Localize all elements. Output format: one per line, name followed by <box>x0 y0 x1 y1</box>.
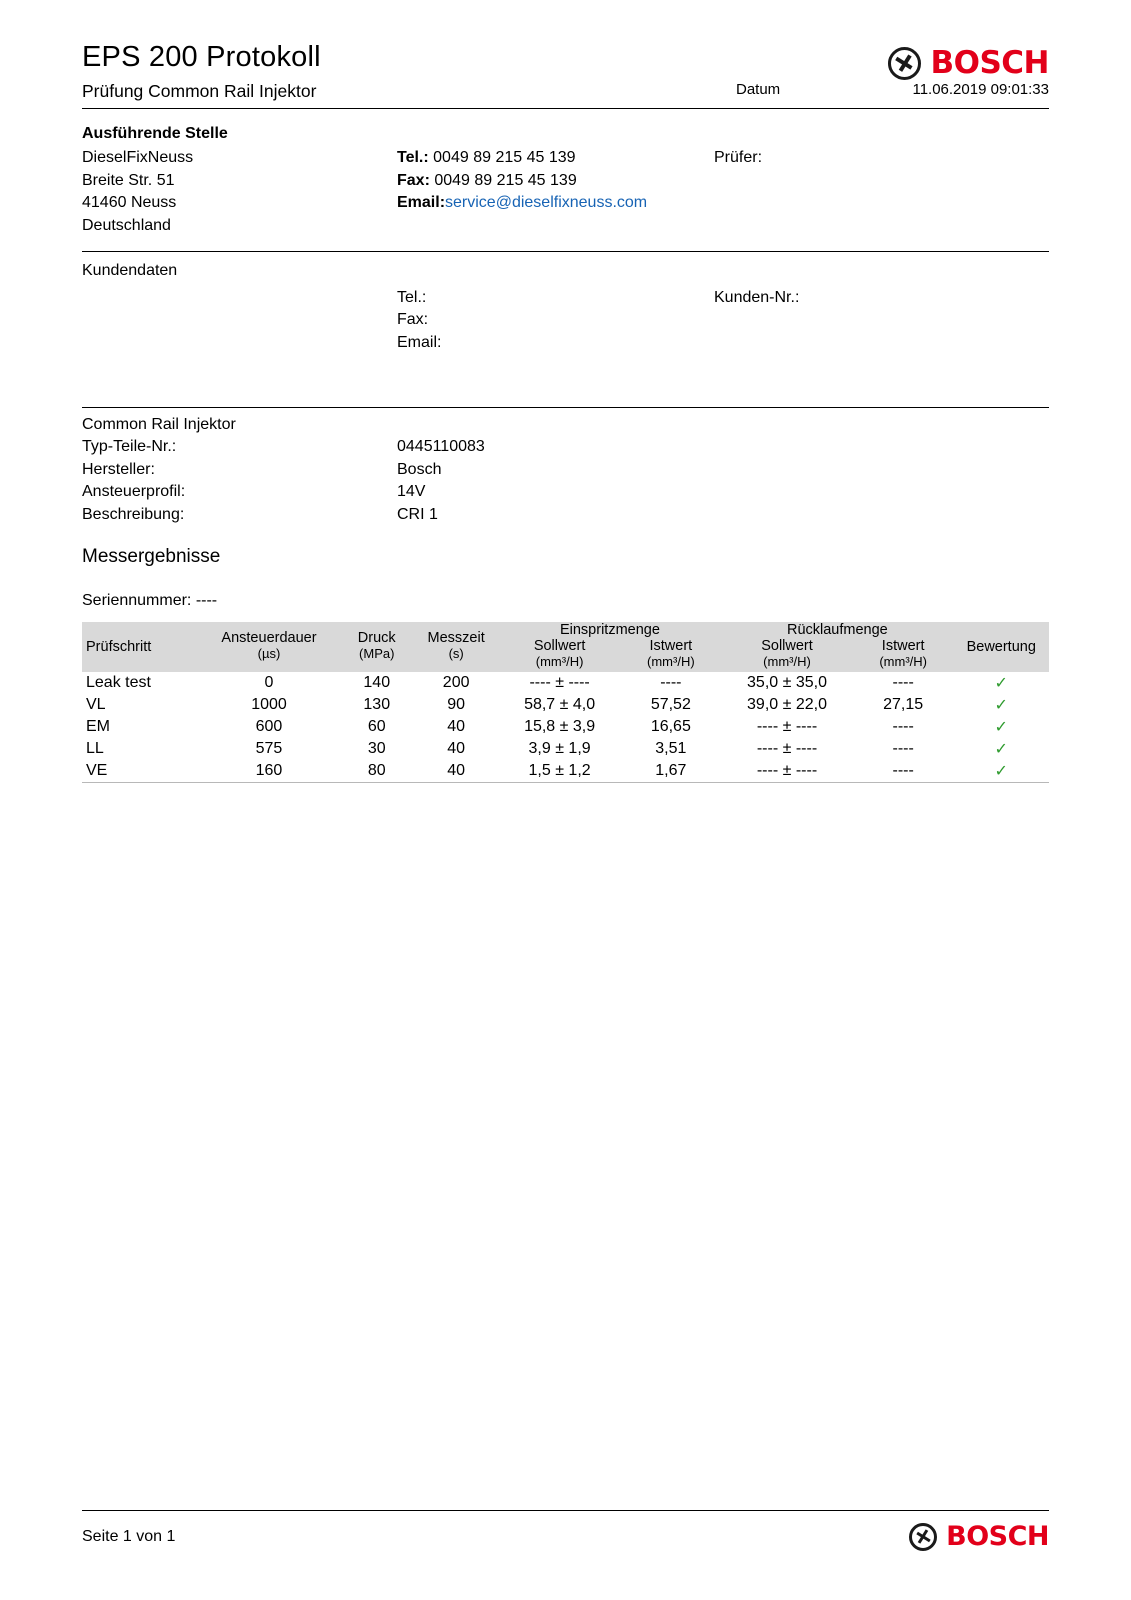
injector-row-description <box>82 504 1049 527</box>
row-time: 200 <box>442 674 470 692</box>
document-subtitle: Prüfung Common Rail Injektor <box>82 80 317 101</box>
row-ret-actual: 27,15 <box>883 696 924 714</box>
row-inj-nominal: ---- ± ---- <box>529 674 590 692</box>
site-country: Deutschland <box>82 216 171 234</box>
row-duration: 0 <box>264 674 274 692</box>
col-messzeit-unit: (s) <box>448 646 464 662</box>
customer-tel-label: Tel.: <box>397 288 427 306</box>
col-einspritz-sollwert <box>499 638 621 672</box>
results-heading: Messergebnisse <box>82 546 221 568</box>
col-group-einspritzmenge: Einspritzmenge <box>499 622 721 638</box>
row-ret-actual: ---- <box>892 740 914 758</box>
results-table <box>82 622 1049 782</box>
col-ruecklauf-istwert-label: Istwert <box>881 638 925 655</box>
row-step: EM <box>86 718 110 736</box>
table-row <box>82 716 1049 738</box>
row-duration: 575 <box>255 740 283 758</box>
col-ruecklauf-istwert <box>853 638 954 672</box>
customer-section <box>82 252 1049 408</box>
col-einspritz-sollwert-label: Sollwert <box>533 638 586 655</box>
page-title: EPS 200 Protokoll <box>82 41 321 73</box>
col-messzeit <box>414 622 499 672</box>
injector-profile-label: Ansteuerprofil: <box>82 483 186 501</box>
col-bewertung: Bewertung <box>954 622 1050 672</box>
row-ret-actual: ---- <box>892 674 914 692</box>
row-ret-actual: ---- <box>892 762 914 780</box>
row-time: 40 <box>447 740 466 758</box>
row-time: 40 <box>447 718 466 736</box>
customer-contact <box>397 287 441 355</box>
tester-block <box>714 147 762 170</box>
col-einspritz-istwert-label: Istwert <box>649 638 693 655</box>
customer-tel-row <box>397 287 441 310</box>
row-pressure: 30 <box>367 740 386 758</box>
bosch-logo-footer <box>909 1521 1049 1552</box>
col-druck <box>340 622 414 672</box>
table-row <box>82 672 1049 694</box>
bosch-wordmark: BOSCH <box>930 45 1049 81</box>
bosch-emblem-icon <box>888 47 921 80</box>
row-rating-check-icon: ✓ <box>994 673 1008 693</box>
site-fax-value: 0049 89 215 45 139 <box>434 171 577 189</box>
row-pressure: 80 <box>367 762 386 780</box>
row-step: Leak test <box>86 674 151 692</box>
customer-heading: Kundendaten <box>82 262 178 280</box>
row-inj-nominal: 3,9 ± 1,9 <box>528 740 591 758</box>
site-city: 41460 Neuss <box>82 194 177 212</box>
tester-label: Prüfer: <box>714 149 763 167</box>
col-ruecklauf-sollwert-label: Sollwert <box>761 638 813 655</box>
row-rating-check-icon: ✓ <box>994 761 1008 781</box>
row-inj-actual: 3,51 <box>655 740 687 758</box>
customer-number-label: Kunden-Nr.: <box>714 288 800 306</box>
injector-manufacturer-label: Hersteller: <box>82 460 155 478</box>
results-table-header <box>82 622 1049 672</box>
row-ret-nominal: ---- ± ---- <box>756 740 818 758</box>
row-step: VL <box>86 696 106 714</box>
injector-heading-row <box>82 414 1049 437</box>
site-tel-row <box>397 147 647 170</box>
site-name: DieselFixNeuss <box>82 149 194 167</box>
row-duration: 160 <box>255 762 283 780</box>
row-pressure: 140 <box>363 674 391 692</box>
site-street: Breite Str. 51 <box>82 171 175 189</box>
injector-description-value: CRI 1 <box>397 505 438 523</box>
bosch-wordmark-footer: BOSCH <box>946 1521 1049 1552</box>
customer-email-label: Email: <box>397 333 442 351</box>
document-footer <box>82 1510 1049 1552</box>
serial-number: Seriennummer: ---- <box>82 592 218 610</box>
col-druck-unit: (MPa) <box>359 646 395 662</box>
injector-type-value: 0445110083 <box>397 438 485 456</box>
results-table-body <box>82 672 1049 782</box>
col-pruefschritt: Prüfschritt <box>82 622 198 672</box>
row-ret-nominal: 35,0 ± 35,0 <box>747 674 827 692</box>
date-label: Datum <box>736 80 781 98</box>
row-ret-nominal: 39,0 ± 22,0 <box>747 696 827 714</box>
col-einspritz-istwert <box>621 638 722 672</box>
executing-site-heading: Ausführende Stelle <box>82 124 228 142</box>
col-ruecklauf-istwert-unit: (mm³/H) <box>879 654 927 670</box>
executing-site-section <box>82 109 1049 253</box>
row-step: VE <box>86 762 108 780</box>
site-tel-value: 0049 89 215 45 139 <box>433 149 576 167</box>
customer-email-row <box>397 332 441 355</box>
row-inj-actual: ---- <box>660 674 682 692</box>
row-inj-nominal: 15,8 ± 3,9 <box>524 718 596 736</box>
row-pressure: 130 <box>363 696 391 714</box>
table-row <box>82 760 1049 782</box>
site-email-row <box>397 192 647 215</box>
document-header <box>82 0 1049 109</box>
row-inj-nominal: 58,7 ± 4,0 <box>524 696 596 714</box>
injector-manufacturer-value: Bosch <box>397 460 442 478</box>
row-rating-check-icon: ✓ <box>994 717 1008 737</box>
col-ansteuerdauer <box>198 622 340 672</box>
col-ruecklauf-sollwert-unit: (mm³/H) <box>763 654 811 670</box>
subtitle-row <box>82 81 1049 108</box>
results-header-row-1 <box>82 622 1049 638</box>
injector-description-label: Beschreibung: <box>82 505 185 523</box>
site-fax-label: Fax: <box>397 171 430 189</box>
bosch-emblem-icon <box>909 1523 937 1551</box>
col-group-ruecklaufmenge: Rücklaufmenge <box>721 622 953 638</box>
row-time: 40 <box>447 762 466 780</box>
row-step: LL <box>86 740 104 758</box>
row-rating-check-icon: ✓ <box>994 695 1008 715</box>
injector-type-label: Typ-Teile-Nr.: <box>82 438 177 456</box>
site-tel-label: Tel.: <box>397 149 429 167</box>
col-ansteuerdauer-label: Ansteuerdauer <box>221 630 317 647</box>
site-email-label: Email: <box>397 194 446 212</box>
row-duration: 1000 <box>251 696 287 714</box>
customer-fax-row <box>397 309 441 332</box>
injector-section <box>82 408 1049 527</box>
col-einspritz-sollwert-unit: (mm³/H) <box>535 654 584 670</box>
row-duration: 600 <box>255 718 283 736</box>
col-einspritz-istwert-unit: (mm³/H) <box>647 654 695 670</box>
date-value: 11.06.2019 09:01:33 <box>912 80 1049 98</box>
injector-row-type <box>82 436 1049 459</box>
col-druck-label: Druck <box>357 630 396 647</box>
row-rating-check-icon: ✓ <box>994 739 1008 759</box>
row-time: 90 <box>447 696 466 714</box>
bosch-logo-header <box>888 45 1049 81</box>
col-ruecklauf-sollwert <box>721 638 853 672</box>
col-messzeit-label: Messzeit <box>427 630 485 647</box>
row-pressure: 60 <box>367 718 386 736</box>
injector-heading: Common Rail Injektor <box>82 415 236 433</box>
table-row <box>82 738 1049 760</box>
executing-site-contact <box>397 147 647 215</box>
page-number: Seite 1 von 1 <box>82 1527 176 1545</box>
injector-row-manufacturer <box>82 459 1049 482</box>
results-table-bottom-rule <box>82 782 1049 783</box>
site-email-link[interactable]: service@dieselfixneuss.com <box>445 194 648 212</box>
table-row <box>82 694 1049 716</box>
row-inj-actual: 57,52 <box>650 696 691 714</box>
customer-fax-label: Fax: <box>397 311 429 329</box>
row-ret-nominal: ---- ± ---- <box>756 762 818 780</box>
injector-row-profile <box>82 481 1049 504</box>
customer-number-block <box>714 287 799 310</box>
row-inj-actual: 1,67 <box>655 762 687 780</box>
injector-profile-value: 14V <box>397 483 426 501</box>
row-ret-nominal: ---- ± ---- <box>756 718 818 736</box>
col-ansteuerdauer-unit: (µs) <box>257 646 281 662</box>
row-inj-actual: 16,65 <box>650 718 691 736</box>
site-fax-row <box>397 170 647 193</box>
row-inj-nominal: 1,5 ± 1,2 <box>528 762 591 780</box>
row-ret-actual: ---- <box>892 718 914 736</box>
